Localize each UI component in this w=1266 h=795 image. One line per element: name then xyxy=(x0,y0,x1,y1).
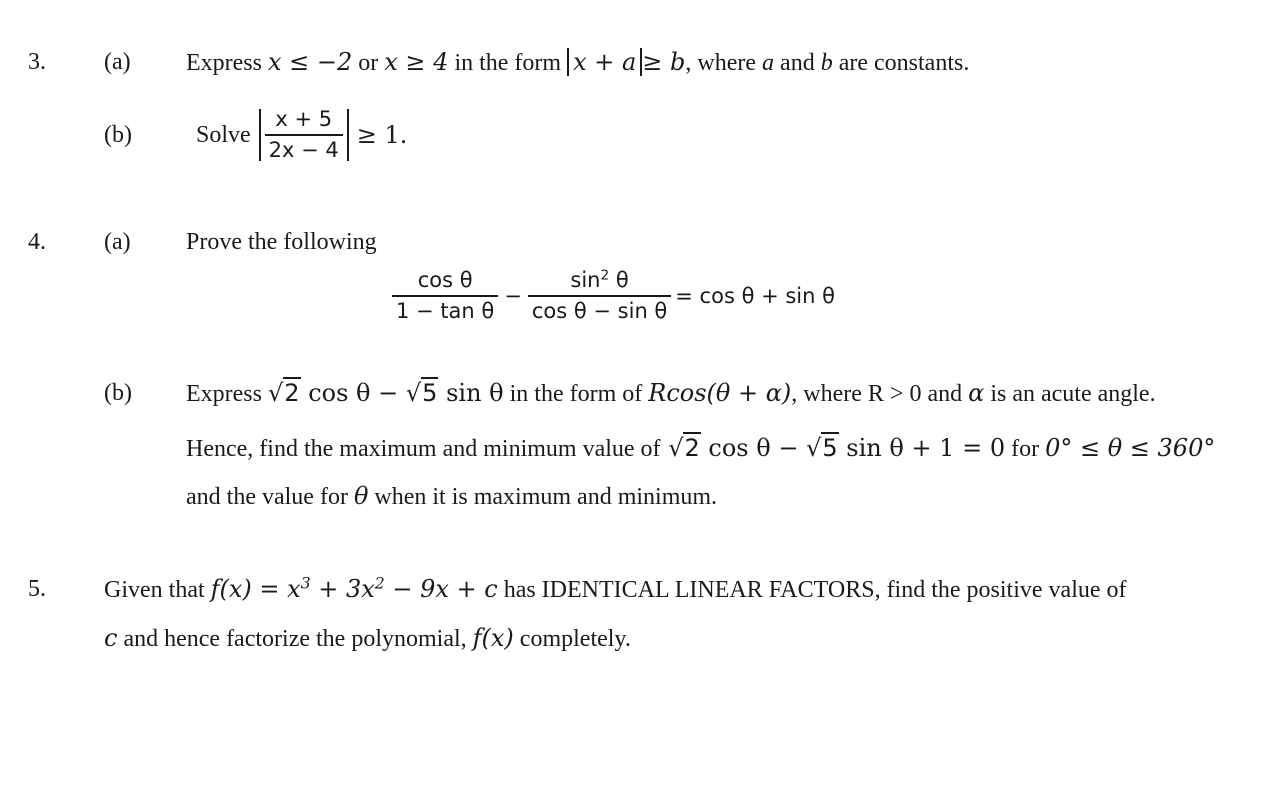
sin-text: sin xyxy=(570,268,601,292)
sqrt-5: 5 xyxy=(422,379,438,407)
question-3b-text xyxy=(196,101,407,169)
text: when it is maximum and minimum. xyxy=(374,484,718,510)
text: has IDENTICAL LINEAR FACTORS, find the positive value of xyxy=(503,577,1127,603)
text: Express xyxy=(186,50,262,76)
math-rhs: ≥ 1. xyxy=(356,121,408,149)
minus-sign: − xyxy=(504,283,522,308)
polynomial xyxy=(211,575,498,603)
question-4a-label: (a) xyxy=(104,229,131,255)
question-3-number: 3. xyxy=(28,49,46,75)
question-4b-label: (b) xyxy=(104,380,132,406)
text: in the form xyxy=(454,50,562,76)
fraction-2 xyxy=(528,267,671,323)
text: for xyxy=(1011,436,1040,462)
text: is an acute angle. xyxy=(990,381,1156,407)
fraction-1 xyxy=(392,270,498,322)
math-inequality: x ≤ −2 xyxy=(267,48,353,76)
text: and hence factorize the polynomial, xyxy=(123,626,467,652)
identity-equation xyxy=(392,267,835,323)
text: or xyxy=(358,50,379,76)
sqrt-2: 2 xyxy=(684,434,700,462)
question-3a-text xyxy=(186,50,969,75)
fx: f(x) = x xyxy=(210,575,301,603)
question-5-line-1 xyxy=(104,574,1127,603)
question-5-number: 5. xyxy=(28,576,46,602)
question-3a-label: (a) xyxy=(104,49,131,75)
exponent: 2 xyxy=(600,267,610,284)
sqrt-5: 5 xyxy=(822,434,838,462)
var-a: a xyxy=(762,50,775,76)
text: Given that xyxy=(104,577,205,603)
denominator: cos θ − sin θ xyxy=(528,295,671,322)
sin-term: sin θ xyxy=(446,379,504,407)
math-rhs: ≥ b xyxy=(642,48,686,76)
fx: f(x) xyxy=(472,624,514,652)
text: are constants. xyxy=(838,50,970,76)
question-4b-line-2 xyxy=(186,436,1215,461)
question-4b-line-1 xyxy=(186,381,1156,406)
cos-term: cos θ − xyxy=(308,379,399,407)
absolute-value-fraction xyxy=(259,109,349,161)
expression: √2 cos θ − √5 sin θ + 1 = 0 xyxy=(660,434,1006,462)
question-4-number: 4. xyxy=(28,229,46,255)
sqrt-2: 2 xyxy=(284,379,300,407)
math-inequality: x ≥ 4 xyxy=(384,48,449,76)
absolute-value-expression: x + a xyxy=(567,48,642,76)
numerator: cos θ xyxy=(417,268,473,292)
identity-rhs: = cos θ + sin θ xyxy=(675,283,835,308)
term: − 9x + c xyxy=(384,575,498,603)
text: and the value for xyxy=(186,484,348,510)
exponent: 3 xyxy=(300,574,311,593)
exponent: 2 xyxy=(374,574,385,593)
theta: θ xyxy=(353,482,369,510)
cos-term: cos θ − xyxy=(708,434,799,462)
solve-text: Solve xyxy=(196,122,251,148)
rcos-form: Rcos(θ + α) xyxy=(648,379,792,407)
term: + 3x xyxy=(310,575,375,603)
expression: √2 cos θ − √5 sin θ xyxy=(267,379,504,407)
text: , where R > 0 and xyxy=(791,381,963,407)
numerator: x + 5 xyxy=(275,107,333,131)
text: , where xyxy=(685,50,757,76)
text: and xyxy=(780,50,815,76)
question-4a-text: Prove the following xyxy=(186,229,377,255)
text: completely. xyxy=(519,626,631,652)
var-c: c xyxy=(104,624,118,652)
text: Express xyxy=(186,381,262,407)
numerator xyxy=(528,267,671,295)
angle-range: 0° ≤ θ ≤ 360° xyxy=(1045,434,1216,462)
theta: θ xyxy=(615,268,629,292)
text: in the form of xyxy=(509,381,643,407)
text: Hence, find the maximum and minimum value of xyxy=(186,436,661,462)
denominator: 1 − tan θ xyxy=(392,295,498,322)
alpha: α xyxy=(968,379,985,407)
fraction xyxy=(265,109,343,161)
var-b: b xyxy=(820,50,833,76)
question-4b-line-3 xyxy=(186,484,717,509)
question-5-line-2 xyxy=(104,626,631,651)
question-3b-label: (b) xyxy=(104,122,132,148)
equation-tail: sin θ + 1 = 0 xyxy=(846,434,1006,462)
denominator: 2x − 4 xyxy=(265,134,343,161)
